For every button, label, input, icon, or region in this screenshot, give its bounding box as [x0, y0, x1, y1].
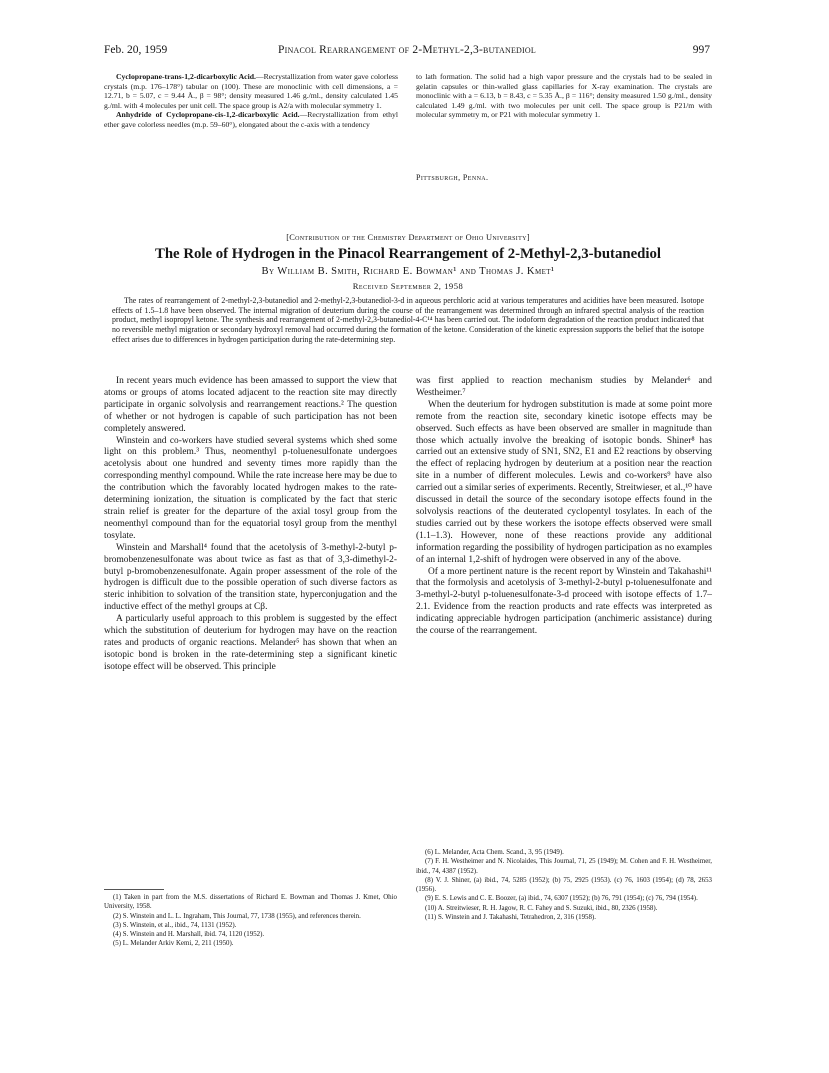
body-paragraph: A particularly useful approach to this problem is suggested by the effect which the substitution of deuterium for hydrogen may have on the reaction rates and products of organic reactions. Melander⁵ has shown that when an isotopic bond is broken in the rate-determining step a significant kinetic isotope effect will be observed. This principle [104, 614, 397, 672]
article-authors: By William B. Smith, Richard E. Bowman¹ and Thomas J. Kmet¹ [261, 266, 555, 277]
body-paragraph: In recent years much evidence has been amassed to support the view that atoms or groups of atoms located adjacent to the reaction site may directly participate in organic solvolysis and rearrangement reactions.² The question of whether or not hydrogen is capable of such participation has not been completely answered. [104, 376, 397, 434]
page-header [104, 44, 710, 58]
footnote: (8) V. J. Shiner, (a) ibid., 74, 5285 (1952); (b) 75, 2925 (1953). (c) 76, 1603 (1954); (d) 78, 2653 (1956). [416, 876, 712, 894]
footnote-rule [104, 889, 164, 890]
article-title: The Role of Hydrogen in the Pinacol Rearrangement of 2-Methyl-2,3-butanediol [154, 246, 662, 262]
top-left-column [104, 72, 398, 130]
body-paragraph: Winstein and Marshall⁴ found that the acetolysis of 3-methyl-2-butyl p-bromobenzenesulfonate was about twice as fast as that of 3,3-dimethyl-2-butyl p-bromobenzenesulfonate. Again proper assessment of the role of the hydrogen is difficult due to the possible operation of such diverse factors as steric inhibition to solvation of the transition state, hyperconjugation and the inductive effect of the methyl groups at Cβ. [104, 542, 397, 613]
body-right-column [416, 376, 712, 638]
footnote: (3) S. Winstein, et al., ibid., 74, 1131 (1952). [113, 921, 237, 929]
running-title: Pinacol Rearrangement of 2-Methyl-2,3-butanediol [278, 44, 536, 56]
footnote: (10) A. Streitwieser, R. H. Jagow, R. C. Fahey and S. Suzuki, ibid., 80, 2326 (1958). [425, 904, 658, 912]
footnote: (4) S. Winstein and H. Marshall, ibid. 74, 1120 (1952). [113, 931, 265, 939]
received-date: Received September 2, 1958 [352, 281, 464, 291]
page-number: 997 [692, 44, 710, 56]
paragraph-cis-anhydride: Anhydride of Cyclopropane-cis-1,2-dicarboxylic Acid.—Recrystallization from ethyl ether gave colorless needles (m.p. 59–60°), elongated about the c-axis with a tendency [104, 110, 398, 129]
body-paragraph: Of a more pertinent nature is the recent report by Winstein and Takahashi¹¹ that the formolysis and acetolysis of 3-methyl-2-butyl p-toluenesulfonate and 3-methyl-2-butyl p-toluenesulfonate-3-d proceed with isotope effects of 1.7–2.1. Evidence from the reaction products and rate effects was interpreted as indicating appreciable hydrogen participation (anchimeric assistance) during the course of the rearrangement. [416, 566, 712, 637]
footnote: (6) L. Melander, Acta Chem. Scand., 3, 95 (1949). [425, 849, 564, 856]
footnote: (7) F. H. Westheimer and N. Nicolaides, This Journal, 71, 25 (1949); M. Cohen and F. H. Westheimer, ibid., 74, 4387 (1952). [416, 858, 712, 875]
body-paragraph: When the deuterium for hydrogen substitution is made at some point more remote from the reaction site, secondary kinetic isotope effects may be observed. Such effects as have been observed are smaller in magnitude than those which actually involve the breaking of isotopic bonds. Shiner⁸ has carried out an extensive study of SN1, SN2, E1 and E2 reactions by observing the effect of replacing hydrogen by deuterium at a position near the reaction site in a number of different molecules. Lewis and co-workers⁹ have also carried out a similar series of experiments. Recently, Streitwieser, et al.,¹⁰ have discussed in detail the source of the secondary isotope effects found in the solvolysis reactions of the deuterated cyclopentyl tosylates. In each of the studies carried out by these workers the isotope effects observed were small (1.1–1.3). However, none of these reactions provide any additional information regarding the possibility of hydrogen participation as no examples of an internal 1,2-shift of hydrogen were observed in any of the above. [416, 399, 712, 565]
footnote: (11) S. Winstein and J. Takahashi, Tetrahedron, 2, 316 (1958). [425, 914, 596, 922]
header-date: Feb. 20, 1959 [104, 44, 168, 56]
location-signature: Pittsburgh, Penna. [416, 173, 489, 182]
footnote: (9) E. S. Lewis and C. E. Boozer, (a) ibid., 74, 6307 (1952); (b) 76, 791 (1954); (c) 76, 794 (1954). [425, 895, 698, 903]
top-right-column [416, 72, 712, 120]
paragraph-continued: to lath formation. The solid had a high vapor pressure and the crystals had to be sealed in gelatin capsules or thin-walled glass capillaries for X-ray examination. The crystals are monoclinic with a = 6.13, b = 8.43, c = 5.35 Å., β = 116°; density measured 1.50 g./ml., density calculated 1.49 g./ml. with two molecules per unit cell. The space group is P21/m with molecular symmetry m, or P21 with molecular symmetry 1. [416, 72, 712, 120]
paragraph-trans-acid: Cyclopropane-trans-1,2-dicarboxylic Acid.—Recrystallization from water gave colorless crystals (m.p. 176–178°) tabular on (100). These are monoclinic with cell dimensions, a = 12.71, b = 5.07, c = 9.44 Å., β = 98°; density measured 1.46 g./ml., density calculated 1.45 g./ml. with 4 molecules per unit cell. The space group is A2/a with molecular symmetry 1. [104, 72, 398, 110]
footnotes-left [104, 893, 397, 949]
footnotes-right [416, 848, 712, 922]
body-left-column [104, 376, 397, 674]
footnote: (5) L. Melander Arkiv Kemi, 2, 211 (1950). [113, 940, 234, 948]
abstract: The rates of rearrangement of 2-methyl-2,3-butanediol and 2-methyl-2,3-butanediol-3-d in aqueous perchloric acid at various temperatures and acidities have been measured. Isotope effects of 1.5–1.8 have been observed. The internal migration of deuterium during the course of the rearrangement was determined through an infrared spectral analysis of the reaction product, methyl isopropyl ketone. The synthesis and rearrangement of 2-methyl-2,3-butanediol-4-C¹⁴ has been carried out. The iodoform degradation of the reaction product indicated that no reversible methyl migration or secondary hydroxyl removal had occurred during the formation of the ketone. Consideration of the kinetic expression supports the belief that the isotope effect arises due to differences in hydrogen participation during the rate-determining step. [112, 296, 704, 344]
footnote: (1) Taken in part from the M.S. dissertations of Richard E. Bowman and Thomas J. Kmet, Ohio University, 1958. [104, 894, 397, 911]
contribution-line: [Contribution of the Chemistry Department of Ohio University] [286, 233, 530, 242]
footnote: (2) S. Winstein and L. L. Ingraham, This Journal, 77, 1738 (1955), and references therein. [113, 912, 361, 920]
body-paragraph: Winstein and co-workers have studied several systems which shed some light on this problem.³ Thus, neomenthyl p-toluenesulfonate undergoes acetolysis about one hundred and seventy times more rapidly than the corresponding menthyl compound. While the rate increase here may be due to the contribution which the favorably located hydrogen makes to the rate-determining ionization, the situation is complicated by the fact that steric strain relief is greater for the departure of the axial tosyl group from the neomenthyl compound than for the equatorial tosyl group from the menthyl tosylate. [104, 435, 397, 541]
body-paragraph: was first applied to reaction mechanism studies by Melander⁶ and Westheimer.⁷ [416, 376, 712, 398]
